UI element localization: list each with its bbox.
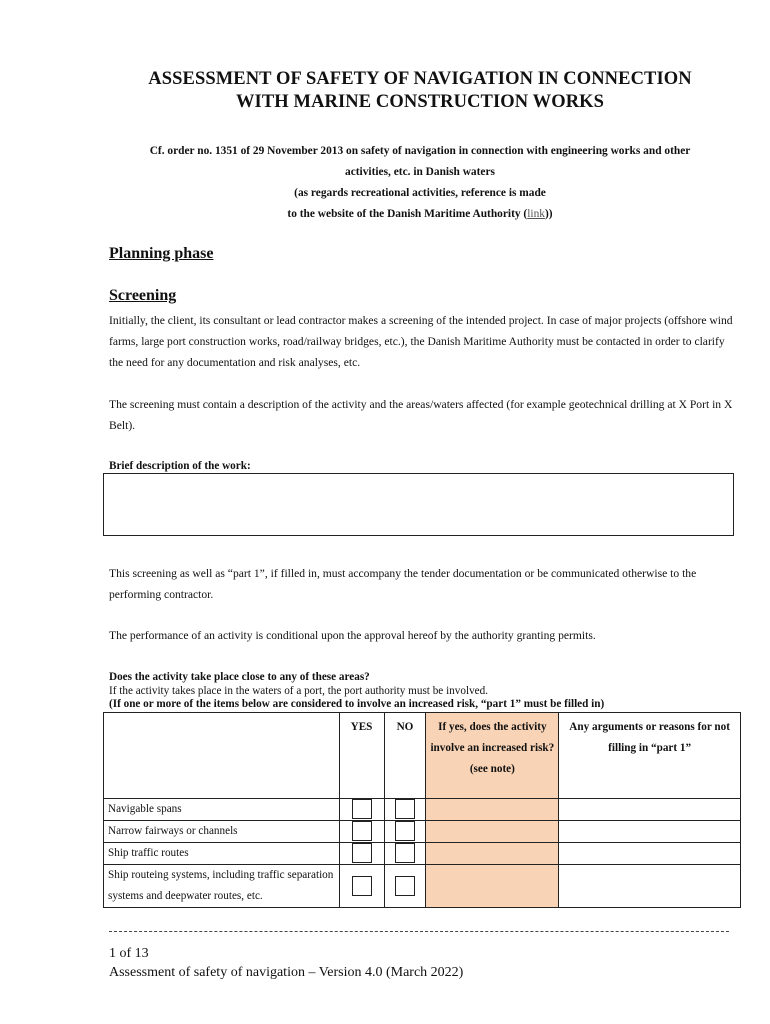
yes-cell <box>339 821 384 843</box>
areas-note-port: If the activity takes place in the waters of a port, the port authority must be involved. <box>109 684 489 697</box>
table-row <box>104 821 741 843</box>
no-checkbox[interactable] <box>395 821 415 841</box>
page-number: 1 of 13 <box>109 946 149 961</box>
row-label-ship-traffic-routes: Ship traffic routes <box>104 843 340 865</box>
yes-cell <box>339 865 384 908</box>
areas-question: Does the activity take place close to any of these areas? <box>109 671 370 683</box>
row-label-ship-routeing-systems: Ship routeing systems, including traffic separation systems and deepwater routes, etc. <box>104 865 340 908</box>
row-label-narrow-fairways: Narrow fairways or channels <box>104 821 340 843</box>
increased-risk-field[interactable] <box>426 799 559 821</box>
yes-checkbox[interactable] <box>352 876 372 896</box>
reasons-field[interactable] <box>559 843 741 865</box>
header-yes: YES <box>339 713 384 799</box>
dma-website-link[interactable]: link <box>527 208 545 220</box>
screening-intro-paragraph: Initially, the client, its consultant or lead contractor makes a screening of the intended project. In case of major projects (offshore wind farms, large port construction works, road/railway bridges, etc.), the Danish Maritime Authority must be contacted in order to clarify the need for any documentation and risk analyses, etc. <box>109 314 733 369</box>
no-checkbox[interactable] <box>395 843 415 863</box>
no-checkbox[interactable] <box>395 799 415 819</box>
reasons-field[interactable] <box>559 865 741 908</box>
tender-documentation-paragraph: This screening as well as “part 1”, if filled in, must accompany the tender documentation or be communicated otherwise to the performing contractor. <box>109 567 697 601</box>
screening-heading: Screening <box>109 287 177 304</box>
row-label-navigable-spans: Navigable spans <box>104 799 340 821</box>
document-subtitle <box>100 141 740 225</box>
subtitle-line-4 <box>100 204 740 225</box>
no-cell <box>384 821 426 843</box>
table-header-row <box>104 713 741 799</box>
no-cell <box>384 843 426 865</box>
increased-risk-field[interactable] <box>426 821 559 843</box>
reasons-field[interactable] <box>559 799 741 821</box>
footer-document-title: Assessment of safety of navigation – Version 4.0 (March 2022) <box>109 965 464 980</box>
header-reasons: Any arguments or reasons for not filling in “part 1” <box>559 713 741 799</box>
increased-risk-field[interactable] <box>426 865 559 908</box>
areas-question-block <box>109 671 604 712</box>
planning-phase-heading: Planning phase <box>109 245 214 262</box>
yes-checkbox[interactable] <box>352 843 372 863</box>
table-row <box>104 843 741 865</box>
yes-checkbox[interactable] <box>352 799 372 819</box>
approval-paragraph: The performance of an activity is conditional upon the approval hereof by the authority granting permits. <box>109 629 596 642</box>
document-title <box>100 68 740 114</box>
no-cell <box>384 865 426 908</box>
areas-note-part1: (If one or more of the items below are considered to involve an increased risk, “part 1” must be filled in) <box>109 698 605 710</box>
subtitle-line-1: Cf. order no. 1351 of 29 November 2013 on safety of navigation in connection with engineering works and other <box>149 145 691 157</box>
no-cell <box>384 799 426 821</box>
increased-risk-field[interactable] <box>426 843 559 865</box>
table-row <box>104 799 741 821</box>
title-line-1: ASSESSMENT OF SAFETY OF NAVIGATION IN CONNECTION <box>148 69 692 89</box>
no-checkbox[interactable] <box>395 876 415 896</box>
brief-description-field[interactable] <box>103 473 734 536</box>
subtitle-line-2: activities, etc. in Danish waters <box>345 166 495 178</box>
yes-cell <box>339 799 384 821</box>
brief-description-label: Brief description of the work: <box>109 460 251 472</box>
subtitle-line-4-suffix: )) <box>544 208 553 220</box>
screening-content-paragraph: The screening must contain a description of the activity and the areas/waters affected (for example geotechnical drilling at X Port in X Belt). <box>109 398 733 432</box>
yes-checkbox[interactable] <box>352 821 372 841</box>
subtitle-line-4-prefix: to the website of the Danish Maritime Authority ( <box>287 208 528 220</box>
areas-table <box>103 712 741 908</box>
header-area-cell <box>104 713 340 799</box>
footer-divider <box>109 931 729 932</box>
title-line-2: WITH MARINE CONSTRUCTION WORKS <box>235 92 605 112</box>
table-row <box>104 865 741 908</box>
reasons-field[interactable] <box>559 821 741 843</box>
yes-cell <box>339 843 384 865</box>
header-increased-risk: If yes, does the activity involve an increased risk? (see note) <box>426 713 559 799</box>
subtitle-line-3: (as regards recreational activities, reference is made <box>294 187 546 199</box>
header-no: NO <box>384 713 426 799</box>
